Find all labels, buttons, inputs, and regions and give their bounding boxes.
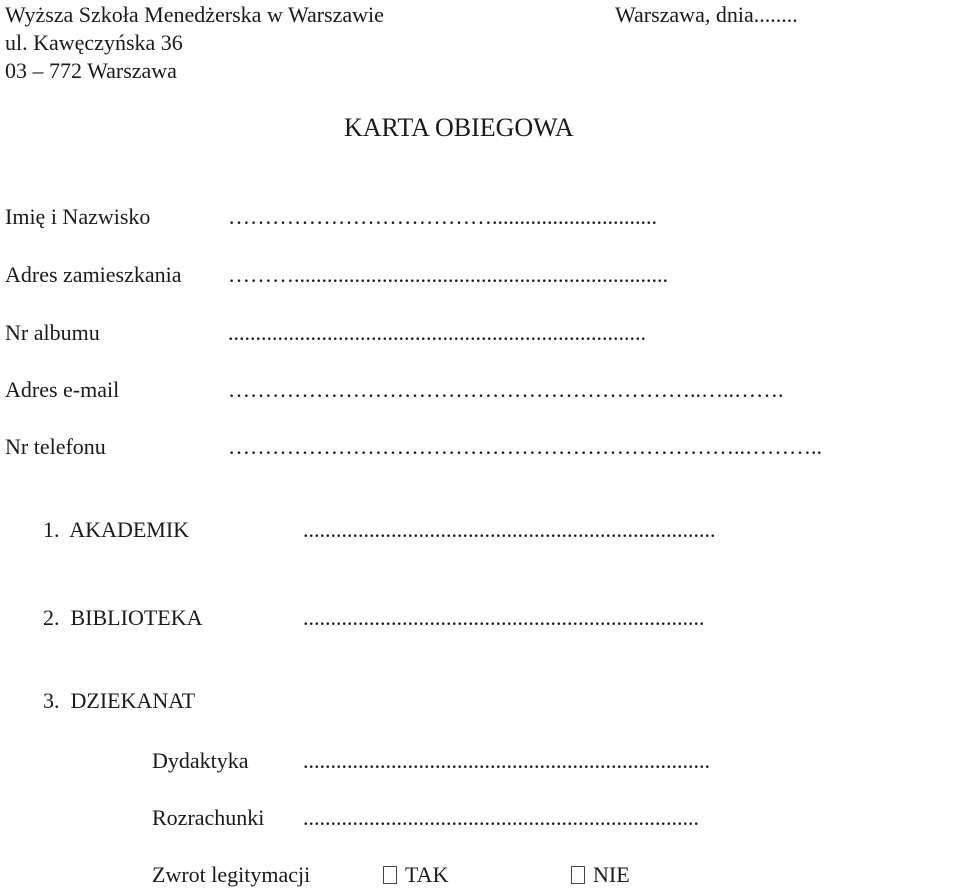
school-city: 03 – 772 Warszawa [5, 58, 177, 83]
dziekanat-label-rozrachunki: Rozrachunki [152, 805, 265, 830]
field-label-name: Imię i Nazwisko [5, 204, 151, 229]
field-value-email: ………………………………………………………..…..……. [228, 377, 784, 402]
section-label-biblioteka: 2. BIBLIOTEKA [43, 605, 203, 630]
page-title: KARTA OBIEGOWA [344, 113, 574, 142]
place-date: Warszawa, dnia........ [615, 2, 798, 27]
field-value-address: ……….................................................................... [228, 262, 668, 287]
checkbox-icon[interactable] [571, 866, 585, 884]
section-value-biblioteka: ......................................................................... [303, 605, 705, 630]
zwrot-yes-label: TAK [405, 862, 449, 887]
zwrot-label: Zwrot legitymacji [152, 862, 311, 887]
field-value-album: ............................................................................ [228, 320, 646, 345]
school-name: Wyższa Szkoła Menedżerska w Warszawie [5, 2, 384, 27]
field-label-email: Adres e-mail [5, 377, 120, 402]
section-label-akademik: 1. AKADEMIK [43, 517, 190, 542]
dziekanat-value-rozrachunki: ........................................................................ [303, 805, 699, 830]
school-street: ul. Kawęczyńska 36 [5, 30, 183, 55]
checkbox-icon[interactable] [383, 866, 397, 884]
field-value-phone: ……………………………………………………………..……….. [228, 434, 822, 459]
zwrot-option-no[interactable] [571, 862, 630, 888]
section-label-dziekanat: 3. DZIEKANAT [43, 688, 196, 713]
dziekanat-label-dydaktyka: Dydaktyka [152, 748, 249, 773]
zwrot-no-label: NIE [593, 862, 630, 887]
section-value-akademik: ........................................................................... [303, 517, 716, 542]
zwrot-option-yes[interactable] [383, 862, 448, 888]
dziekanat-value-dydaktyka: .......................................................................... [303, 748, 710, 773]
field-value-name: ……………………………….............................. [228, 204, 657, 229]
field-label-phone: Nr telefonu [5, 434, 106, 459]
field-label-album: Nr albumu [5, 320, 100, 345]
field-label-address: Adres zamieszkania [5, 262, 182, 287]
